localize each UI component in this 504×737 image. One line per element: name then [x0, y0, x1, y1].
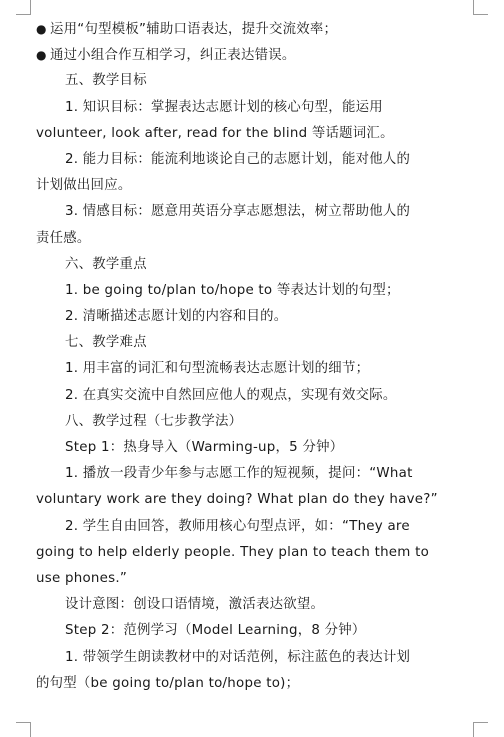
paragraph-line: 计划做出回应。: [36, 178, 132, 194]
paragraph-line: 2. 清晰描述志愿计划的内容和目的。: [65, 309, 288, 325]
paragraph-line: 1. 播放一段青少年参与志愿工作的短视频，提问：“What: [65, 466, 413, 482]
step-heading: Step 2：范例学习（Model Learning，8 分钟）: [65, 623, 366, 639]
bullet-text: 运用“句型模板”辅助口语表达，提升交流效率；: [50, 22, 338, 37]
paragraph-line: going to help elderly people. They plan to teach them to: [36, 544, 430, 560]
section-heading-difficulties: 七、教学难点: [65, 335, 147, 351]
section-heading-process: 八、教学过程（七步教学法）: [65, 413, 243, 429]
step-heading: Step 1：热身导入（Warming-up，5 分钟）: [65, 440, 344, 455]
bullet-item: [36, 42, 460, 68]
paragraph-line: 2. 能力目标：能流利地谈论自己的志愿计划，能对他人的: [65, 151, 411, 167]
paragraph-line: 3. 情感目标：愿意用英语分享志愿想法，树立帮助他人的: [65, 204, 411, 220]
paragraph-line: use phones.”: [36, 570, 128, 586]
paragraph-line: 2. 学生自由回答，教师用核心句型点评，如：“They are: [65, 518, 410, 534]
paragraph-line: 1. 用丰富的词汇和句型流畅表达志愿计划的细节；: [65, 361, 370, 377]
crop-mark-top-right: [473, 0, 488, 15]
paragraph-line: 2. 在真实交流中自然回应他人的观点，实现有效交际。: [65, 387, 397, 403]
paragraph-line: 的句型（be going to/plan to/hope to)；: [36, 675, 300, 691]
paragraph-line: 1. 带领学生朗读教材中的对话范例，标注蓝色的表达计划: [65, 649, 411, 665]
paragraph-line: volunteer, look after, read for the blind 等话题词汇。: [36, 125, 394, 141]
paragraph-line: 1. be going to/plan to/hope to 等表达计划的句型；: [65, 282, 400, 298]
bullet-dot-icon: ●: [36, 48, 47, 63]
crop-mark-bottom-right: [473, 722, 488, 737]
bullet-item: [36, 16, 460, 42]
paragraph-line: 责任感。: [36, 230, 91, 246]
design-intent-line: 设计意图：创设口语情境，激活表达欲望。: [65, 597, 325, 613]
bullet-dot-icon: ●: [36, 22, 47, 36]
section-heading-goals: 五、教学目标: [65, 73, 147, 89]
crop-mark-top-left: [16, 0, 31, 15]
document-body: [36, 16, 460, 697]
crop-mark-bottom-left: [16, 722, 31, 737]
paragraph-line: voluntary work are they doing? What plan do they have?”: [36, 492, 438, 508]
paragraph-line: 1. 知识目标：掌握表达志愿计划的核心句型，能运用: [65, 99, 383, 115]
bullet-text: 通过小组合作互相学习，纠正表达错误。: [50, 48, 296, 64]
section-heading-key-points: 六、教学重点: [65, 256, 147, 272]
